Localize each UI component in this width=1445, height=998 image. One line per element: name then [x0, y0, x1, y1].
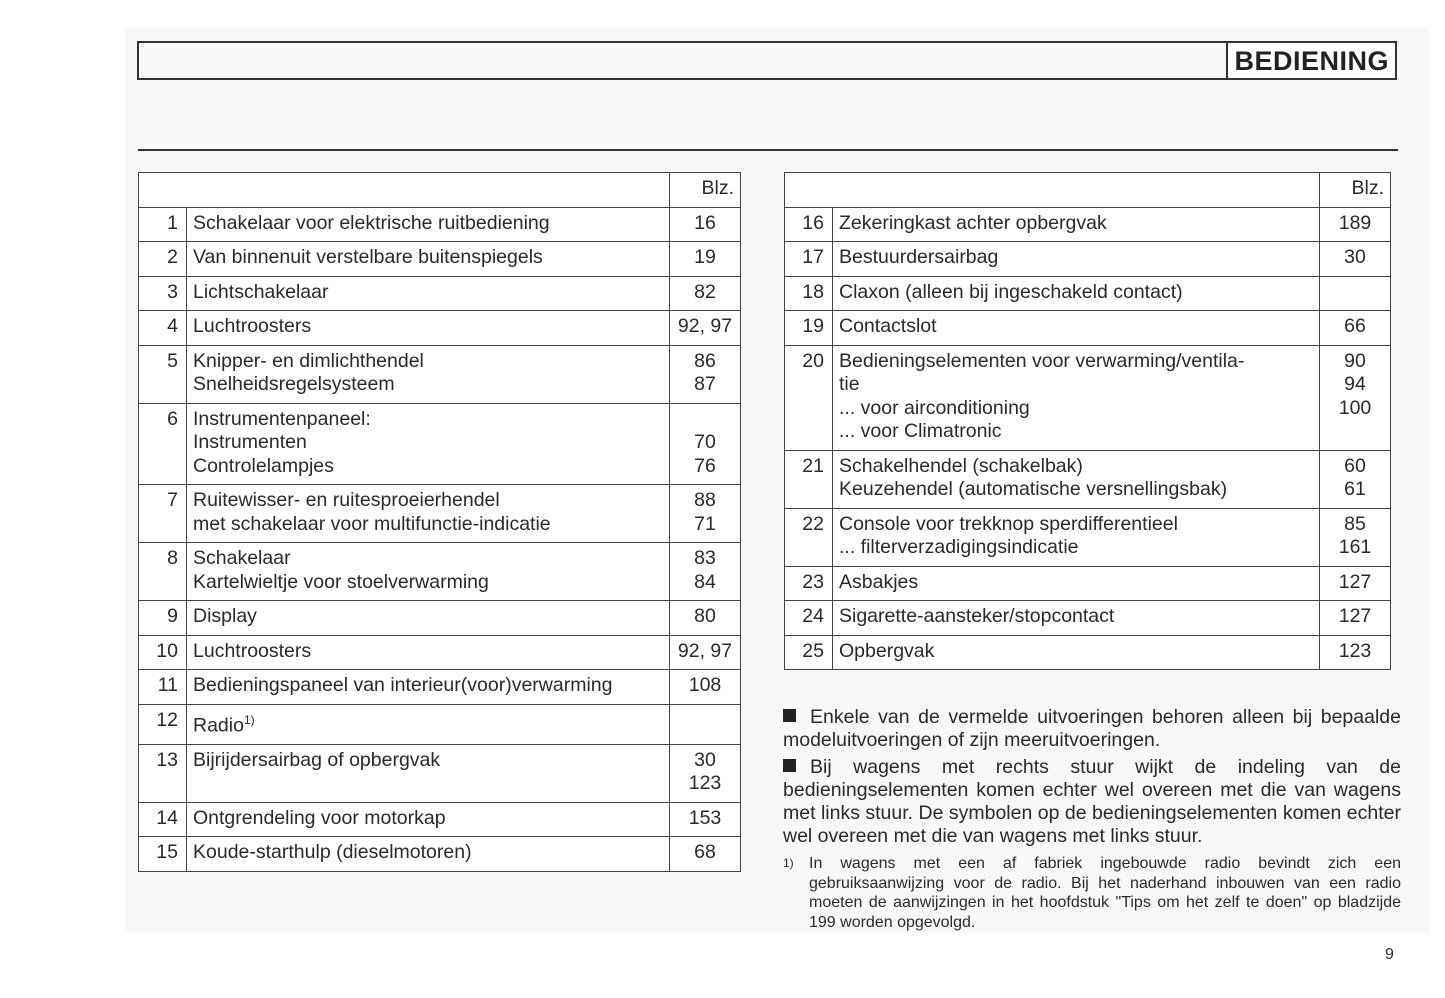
page-value: 127 — [1338, 605, 1372, 627]
description-text: Asbakjes — [839, 570, 919, 593]
item-description — [833, 566, 1320, 601]
item-number: 5 — [139, 345, 187, 403]
page-reference — [1320, 311, 1391, 346]
description-line — [839, 571, 1313, 595]
page-value: 108 — [688, 674, 722, 696]
description-line — [839, 513, 1313, 537]
item-number: 12 — [139, 704, 187, 744]
description-line — [193, 455, 663, 479]
item-description — [833, 311, 1320, 346]
item-number: 20 — [785, 345, 833, 450]
blz-header: Blz. — [670, 173, 741, 208]
description-line — [193, 350, 663, 374]
description-text: Luchtroosters — [193, 639, 312, 662]
page-reference — [670, 543, 741, 601]
table-row — [785, 311, 1391, 346]
description-text: Koude-starthulp (dieselmotoren) — [193, 841, 472, 863]
item-number: 16 — [785, 207, 833, 242]
page-value: 70 — [694, 431, 716, 453]
table-row — [139, 837, 741, 872]
item-number: 21 — [785, 450, 833, 508]
page-reference — [1320, 276, 1391, 311]
item-number: 3 — [139, 276, 187, 311]
item-number: 2 — [139, 242, 187, 277]
item-description — [187, 744, 670, 802]
page-value — [1322, 420, 1388, 444]
description-line — [193, 431, 663, 455]
description-line — [193, 749, 663, 773]
table-row — [785, 450, 1391, 508]
page-value: 123 — [688, 772, 722, 794]
description-line — [193, 373, 663, 397]
table-row — [785, 566, 1391, 601]
page-value: 161 — [1338, 536, 1372, 558]
page-reference — [670, 311, 741, 346]
page-value: 68 — [694, 841, 716, 863]
description-line — [839, 350, 1313, 374]
table-row — [139, 311, 741, 346]
page-reference — [670, 704, 741, 744]
item-description — [187, 276, 670, 311]
description-line — [193, 489, 663, 513]
description-text: Schakelaar voor elektrische ruitbediening — [193, 211, 550, 234]
page-value: 60 — [1344, 454, 1366, 477]
description-text: Luchtroosters — [193, 315, 312, 337]
description-text: Opbergvak — [839, 639, 935, 662]
page-reference — [1320, 601, 1391, 636]
item-description — [187, 704, 670, 744]
description-line — [839, 246, 1313, 270]
item-description — [833, 242, 1320, 277]
table-row — [139, 635, 741, 670]
description-line — [193, 640, 663, 664]
chapter-title: BEDIENING — [1226, 41, 1397, 80]
page-value: 84 — [694, 570, 716, 593]
description-text: Lichtschakelaar — [193, 280, 329, 303]
item-description — [187, 345, 670, 403]
table-row — [139, 485, 741, 543]
item-description — [187, 311, 670, 346]
table-row — [785, 276, 1391, 311]
page-reference — [670, 242, 741, 277]
item-number: 1 — [139, 207, 187, 242]
description-text: ... voor Climatronic — [839, 420, 1002, 442]
page-reference — [670, 485, 741, 543]
page-reference — [670, 635, 741, 670]
description-text: Knipper- en dimlichthendel — [193, 349, 424, 372]
item-number: 22 — [785, 508, 833, 566]
description-text: Instrumenten — [193, 431, 307, 453]
page-value: 87 — [694, 373, 716, 395]
page-value: 16 — [694, 211, 716, 234]
page-value: 92, 97 — [677, 315, 733, 337]
page-reference — [670, 744, 741, 802]
description-text: Instrumentenpaneel: — [193, 407, 371, 430]
page-reference — [1320, 207, 1391, 242]
description-line — [193, 281, 663, 305]
item-description — [187, 635, 670, 670]
description-text: Bedieningselementen voor verwarming/ventila- — [839, 349, 1245, 372]
item-number: 24 — [785, 601, 833, 636]
item-description — [187, 802, 670, 837]
page-value: 82 — [694, 280, 716, 303]
table-row — [139, 276, 741, 311]
item-description — [833, 601, 1320, 636]
page-reference — [670, 601, 741, 636]
page-reference — [1320, 242, 1391, 277]
page-value: 30 — [694, 748, 716, 771]
table-row — [785, 508, 1391, 566]
description-line — [193, 571, 663, 595]
page-reference — [670, 670, 741, 705]
square-bullet-icon — [783, 709, 796, 722]
page-value — [672, 709, 738, 733]
page-value: 71 — [694, 512, 716, 535]
footnote-text: In wagens met een af fabriek ingebouwde radio bevindt zich een gebruiksaanwijzing voor de radio. Bij het naderhand inbouwen van een radio moeten de aanwijzingen in het hoofdstuk "Tips om het zelf te doen" op bladzijde 199 worden opgevolgd. — [809, 855, 1401, 931]
description-text: Bestuurdersairbag — [839, 246, 999, 268]
description-text: Snelheidsregelsysteem — [193, 373, 395, 395]
description-line — [193, 408, 663, 432]
item-number: 19 — [785, 311, 833, 346]
description-text: Bedieningspaneel van interieur(voor)verwarming — [193, 674, 613, 696]
page-value: 61 — [1344, 478, 1366, 500]
item-description — [187, 403, 670, 485]
description-text: Ontgrendeling voor motorkap — [193, 806, 446, 829]
table-row — [139, 601, 741, 636]
item-description — [833, 345, 1320, 450]
item-number: 6 — [139, 403, 187, 485]
note: Bij wagens met rechts stuur wijkt de indeling van de bedieningselementen komen echter wel overeen met die van wagens met links stuur. De symbolen op de bedieningselementen komen echter wel overeen met die van wagens met links stuur. — [783, 756, 1401, 847]
description-text: Controlelampjes — [193, 454, 334, 477]
table-row — [139, 242, 741, 277]
item-description — [833, 635, 1320, 670]
item-description — [833, 276, 1320, 311]
table-row — [139, 543, 741, 601]
item-description — [187, 837, 670, 872]
table-row — [139, 670, 741, 705]
page-reference — [1320, 345, 1391, 450]
page-value — [672, 408, 738, 432]
description-line — [193, 315, 663, 339]
description-line — [839, 478, 1313, 502]
square-bullet-icon — [783, 759, 796, 772]
description-text: Bijrijdersairbag of opbergvak — [193, 748, 441, 771]
description-text: met schakelaar voor multifunctie-indicatie — [193, 512, 551, 535]
description-text: Claxon (alleen bij ingeschakeld contact) — [839, 280, 1183, 303]
page-value — [1322, 281, 1388, 305]
item-number: 13 — [139, 744, 187, 802]
item-description — [187, 601, 670, 636]
page-value: 189 — [1338, 211, 1372, 234]
item-number: 23 — [785, 566, 833, 601]
item-number: 8 — [139, 543, 187, 601]
item-number: 4 — [139, 311, 187, 346]
table-row — [139, 744, 741, 802]
table-row — [139, 345, 741, 403]
item-description — [187, 485, 670, 543]
description-text: Radio — [193, 714, 244, 736]
page-value: 92, 97 — [677, 639, 733, 662]
description-line — [839, 420, 1313, 444]
description-line — [193, 212, 663, 236]
description-line — [839, 605, 1313, 629]
description-line — [193, 841, 663, 865]
page-reference — [670, 276, 741, 311]
item-number: 11 — [139, 670, 187, 705]
description-text: Van binnenuit verstelbare buitenspiegels — [193, 246, 543, 268]
page-value: 153 — [688, 806, 722, 829]
item-number: 18 — [785, 276, 833, 311]
table-row — [785, 345, 1391, 450]
description-line — [839, 640, 1313, 664]
page-value: 80 — [694, 605, 716, 627]
page-value: 100 — [1338, 396, 1372, 419]
description-text: ... voor airconditioning — [839, 396, 1030, 419]
page-reference — [1320, 566, 1391, 601]
blz-header: Blz. — [1320, 173, 1391, 208]
description-line — [193, 605, 663, 629]
description-line — [839, 212, 1313, 236]
page-reference — [1320, 635, 1391, 670]
page-value: 83 — [694, 547, 716, 569]
item-number: 15 — [139, 837, 187, 872]
page-value: 94 — [1344, 373, 1366, 395]
page-reference — [1320, 450, 1391, 508]
chapter-header — [137, 41, 1397, 80]
description-line — [839, 536, 1313, 560]
description-line — [193, 674, 663, 698]
page-value: 30 — [1344, 246, 1366, 268]
item-number: 10 — [139, 635, 187, 670]
description-text: Display — [193, 605, 257, 627]
item-number: 9 — [139, 601, 187, 636]
description-line — [193, 807, 663, 831]
page-reference — [670, 345, 741, 403]
description-line — [193, 513, 663, 537]
table-row — [785, 635, 1391, 670]
page-reference — [670, 403, 741, 485]
page-reference — [670, 837, 741, 872]
page-value: 85 — [1344, 512, 1366, 535]
item-number: 25 — [785, 635, 833, 670]
description-line — [193, 709, 663, 738]
description-text: tie — [839, 373, 860, 395]
page-value: 66 — [1344, 315, 1366, 337]
footnote — [783, 854, 1401, 932]
item-description — [833, 508, 1320, 566]
description-line — [839, 397, 1313, 421]
page-value: 123 — [1338, 639, 1372, 662]
description-text: Kartelwieltje voor stoelverwarming — [193, 570, 489, 593]
notes — [783, 706, 1401, 932]
description-line — [193, 246, 663, 270]
table-row — [139, 207, 741, 242]
controls-table-right — [784, 172, 1391, 670]
description-line — [839, 315, 1313, 339]
page-reference — [670, 802, 741, 837]
item-description — [187, 543, 670, 601]
divider — [138, 149, 1398, 151]
footnote-mark: 1) — [783, 856, 794, 870]
description-text: Schakelaar — [193, 547, 291, 569]
item-description — [833, 450, 1320, 508]
description-text: Console voor trekknop sperdifferentieel — [839, 512, 1178, 535]
description-line — [839, 281, 1313, 305]
item-description — [187, 670, 670, 705]
table-row — [139, 704, 741, 744]
description-text: ... filterverzadigingsindicatie — [839, 536, 1079, 558]
table-row — [139, 802, 741, 837]
page-value: 127 — [1338, 570, 1372, 593]
description-line — [839, 373, 1313, 397]
table-row — [785, 601, 1391, 636]
table-row — [139, 403, 741, 485]
page-value: 76 — [694, 454, 716, 477]
description-text: Ruitewisser- en ruitesproeierhendel — [193, 489, 500, 511]
description-text: Schakelhendel (schakelbak) — [839, 454, 1083, 477]
item-number: 7 — [139, 485, 187, 543]
item-number: 14 — [139, 802, 187, 837]
page-reference — [670, 207, 741, 242]
description-text: Zekeringkast achter opbergvak — [839, 211, 1107, 234]
page-value: 19 — [694, 246, 716, 268]
description-line — [193, 547, 663, 571]
description-text: Sigarette-aansteker/stopcontact — [839, 605, 1115, 627]
page-reference — [1320, 508, 1391, 566]
page-value: 86 — [694, 349, 716, 372]
description-text: Contactslot — [839, 315, 937, 337]
controls-table-left — [138, 172, 741, 872]
footnote-ref: 1) — [243, 712, 255, 727]
page-number: 9 — [1385, 946, 1394, 963]
item-description — [187, 242, 670, 277]
description-line — [839, 455, 1313, 479]
table-row — [785, 242, 1391, 277]
page-value: 90 — [1344, 349, 1366, 372]
item-description — [187, 207, 670, 242]
page-value: 88 — [694, 489, 716, 511]
item-number: 17 — [785, 242, 833, 277]
item-description — [833, 207, 1320, 242]
table-row — [785, 207, 1391, 242]
description-text: Keuzehendel (automatische versnellingsbak) — [839, 478, 1228, 500]
note: Enkele van de vermelde uitvoeringen behoren alleen bij bepaalde modeluitvoeringen of zijn meeruitvoeringen. — [783, 706, 1401, 751]
